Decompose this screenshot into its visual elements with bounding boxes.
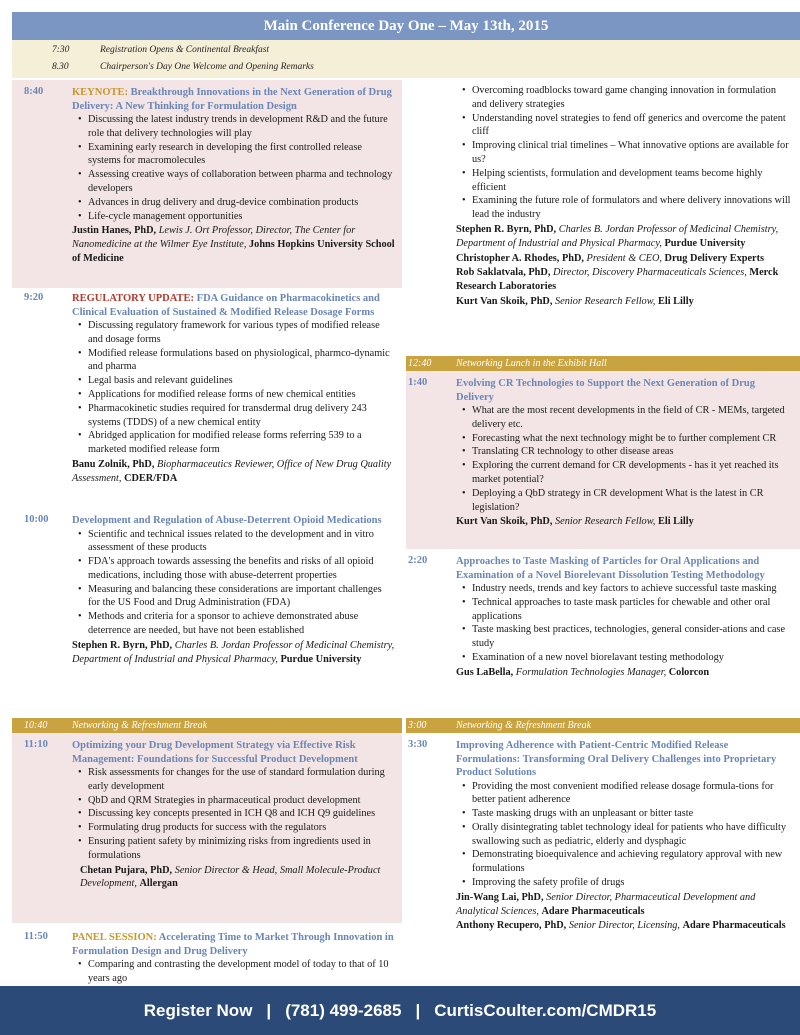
session-title: REGULATORY UPDATE: FDA Guidance on Pharmacokinetics and Clinical Evaluation of Sustained & Modified Release Dosage Forms [72,293,380,318]
register-footer [0,986,800,1035]
list-item: • Taste masking best practices, technologies, general consider-ations and case study [466,623,792,651]
break-banner [406,718,800,733]
session-time: 1:40 [408,377,428,388]
speaker: Stephen R. Byrn, PhD, Charles B. Jordan Professor of Medicinal Chemistry, Department of Industrial and Physical Pharmacy, Purdue University [72,639,395,665]
list-item: • Understanding novel strategies to fend off generics and overcome the patent cliff [466,112,792,140]
page-title: Main Conference Day One – May 13th, 2015 [12,12,800,40]
list-item: • Overcoming roadblocks toward game changing innovation in formulation and delivery strategies [466,84,792,112]
speaker: Justin Hanes, PhD, Lewis J. Ort Professor, Director, The Center for Nanomedicine at the Wilmer Eye Institute, Johns Hopkins University School of Medicine [72,225,395,264]
list-item: • Forecasting what the next technology might be to further complement CR [466,432,792,446]
list-item: • Examination of a new novel biorelavant testing methodology [466,651,792,665]
list-item: • What are the most recent developments in the field of CR - MEMs, targeted delivery etc. [466,404,792,432]
bullet-list [72,766,396,863]
session-panel [12,923,402,986]
session-time: 3:30 [408,739,428,750]
session-content [72,86,396,266]
opening-schedule [12,40,800,78]
session-content [456,739,792,933]
list-item: • Discussing key concepts presented in ICH Q8 and ICH Q9 guidelines [82,807,396,821]
list-item: • Discussing the latest industry trends in development R&D and the future role that delivery technologies will play [82,113,396,141]
list-item: • Improving clinical trial timelines – What innovative options are available for us? [466,139,792,167]
session-description: Chairperson's Day One Welcome and Opening Remarks [100,62,314,72]
session-keyword: REGULATORY UPDATE: [72,293,195,304]
list-item: • Life-cycle management opportunities [82,210,396,224]
list-item: • Helping scientists, formulation and development teams become highly efficient [466,167,792,195]
bullet-list [456,582,792,665]
break-description: Networking & Refreshment Break [456,720,592,731]
session-keyword: KEYNOTE: [72,87,129,98]
lunch-banner [406,356,800,371]
session-time: 2:20 [408,555,428,566]
session-risk-management [12,733,402,923]
session-panel-continued [406,80,800,350]
session-content [456,377,792,529]
list-item: • Modified release formulations based on physiological, pharmco-dynamic and pharma [82,347,396,375]
list-item: • Discussing regulatory framework for various types of modified release and dosage forms [82,319,396,347]
list-item: • Formulating drug products for success with the regulators [82,821,396,835]
session-content [72,292,396,486]
list-item: • Pharmacokinetic studies required for transdermal drug delivery 243 systems (TDDS) of a new chemical entity [82,402,396,430]
session-title: Approaches to Taste Masking of Particles for Oral Applications and Examination of a Novel Biorelevant Dissolution Testing Methodology [456,556,765,581]
session-abuse-deterrent [12,508,402,714]
speaker: Stephen R. Byrn, PhD, Charles B. Jordan Professor of Medicinal Chemistry, Department of Industrial and Physical Pharmacy, Purdue University [456,223,779,249]
session-taste-masking [406,549,800,715]
list-item: • Exploring the current demand for CR developments - has it yet reached its market potential? [466,459,792,487]
website-link[interactable]: CurtisCoulter.com/CMDR15 [434,1001,657,1020]
session-time: 11:10 [24,739,48,750]
bullet-list [72,958,396,986]
session-patient-adherence [406,733,800,973]
list-item: • Scientific and technical issues related to the development and in vitro assessment of these products [82,528,396,556]
session-time: 9:20 [24,292,44,303]
list-item: • Examining the future role of formulators and where delivery innovations will lead the industry [466,194,792,222]
speaker: Gus LaBella, Formulation Technologies Manager, Colorcon [456,666,710,678]
session-content [72,739,396,891]
break-banner [12,718,402,733]
speaker: Kurt Van Skoik, PhD, Senior Research Fellow, Eli Lilly [456,295,694,307]
list-item: • Methods and criteria for a sponsor to achieve demonstrated abuse deterrence are needed, but have not been established [82,610,396,638]
session-regulatory [12,288,402,508]
break-description: Networking & Refreshment Break [72,720,208,731]
speaker: Banu Zolnik, PhD, Biopharmaceutics Reviewer, Office of New Drug Quality Assessment, CDER/FDA [72,458,392,484]
list-item: • Providing the most convenient modified release dosage formula-tions for better patient adherence [466,780,792,808]
break-description: Networking Lunch in the Exhibit Hall [456,358,607,369]
session-title: Improving Adherence with Patient-Centric Modified Release Formulations: Transforming Oral Delivery Challenges into Proprietary Product Solutions [456,740,777,778]
session-cr-technologies [406,371,800,549]
list-item: • Taste masking drugs with an unpleasant or bitter taste [466,807,792,821]
bullet-list [72,113,396,223]
session-time: 7:30 [52,45,70,55]
session-title: PANEL SESSION: Accelerating Time to Market Through Innovation in Formulation Design and Drug Delivery [72,932,394,957]
speaker: Kurt Van Skoik, PhD, Senior Research Fellow, Eli Lilly [456,516,694,528]
list-item: • Advances in drug delivery and drug-device combination products [82,196,396,210]
list-item: • Applications for modified release forms of new chemical entities [82,388,396,402]
list-item: • Ensuring patient safety by minimizing risks from ingredients used in formulations [82,835,396,863]
break-time: 10:40 [24,720,48,731]
bullet-list [72,319,396,457]
list-item: • Deploying a QbD strategy in CR development What is the latest in CR legislation? [466,487,792,515]
phone-number[interactable]: (781) 499-2685 [285,1001,402,1020]
session-time: 8.30 [52,62,69,72]
session-content [456,555,792,680]
bullet-list [456,404,792,514]
separator: | [415,1001,421,1020]
session-content [72,931,396,986]
bullet-list [456,780,792,890]
list-item: • Industry needs, trends and key factors to achieve successful taste masking [466,582,792,596]
list-item: • Risk assessments for changes for the use of standard formulation during early development [82,766,396,794]
list-item: • Demonstrating bioequivalence and achieving regulatory approval with new formulations [466,848,792,876]
session-time: 8:40 [24,86,44,97]
list-item: • Assessing creative ways of collaboration between pharma and technology developers [82,168,396,196]
break-time: 3:00 [408,720,427,731]
session-title: KEYNOTE: Breakthrough Innovations in the Next Generation of Drug Delivery: A New Thinking for Formulation Design [72,87,392,112]
list-item: • Comparing and contrasting the development model of today to that of 10 years ago [82,958,396,986]
list-item: • Translating CR technology to other disease areas [466,445,792,459]
list-item: • Technical approaches to taste mask particles for chewable and other oral applications [466,596,792,624]
session-keyword: PANEL SESSION: [72,932,157,943]
session-content [72,514,396,666]
session-time: 11:50 [24,931,48,942]
speaker: Jin-Wang Lai, PhD, Senior Director, Pharmaceutical Development and Analytical Sciences, Adare Pharmaceuticals [456,891,756,917]
list-item: • QbD and QRM Strategies in pharmaceutical product development [82,794,396,808]
session-description: Registration Opens & Continental Breakfast [100,45,270,55]
list-item: • Abridged application for modified release forms referring 539 to a marketed modified release form [82,429,396,457]
session-title: Development and Regulation of Abuse-Deterrent Opioid Medications [72,515,382,526]
speaker: Anthony Recupero, PhD, Senior Director, Licensing, Adare Pharmaceuticals [456,920,786,932]
bullet-list [72,528,396,638]
list-item: • FDA's approach towards assessing the benefits and risks of all opioid medications, including those with abuse-deterrent properties [82,555,396,583]
list-item: • Orally disintegrating tablet technology ideal for patients who have difficulty swallowing such as pediatric, elderly and dysphagic [466,821,792,849]
speaker: Christopher A. Rhodes, PhD, President & CEO, Drug Delivery Experts [456,252,765,264]
session-title: Optimizing your Drug Development Strategy via Effective Risk Management: Foundations for Successful Product Development [72,740,358,765]
register-now-link[interactable]: Register Now [143,1001,253,1020]
list-item: • Legal basis and relevant guidelines [82,374,396,388]
bullet-list [456,84,792,222]
separator: | [266,1001,272,1020]
list-item: • Measuring and balancing these considerations are important challenges for the US Food and Drug Administration (FDA) [82,583,396,611]
speaker: Chetan Pujara, PhD, Senior Director & Head, Small Molecule-Product Development, Allergan [80,864,381,890]
session-keynote [12,80,402,288]
list-item: • Examining early research in developing the first controlled release systems for macromolecules [82,141,396,169]
speaker: Rob Saklatvala, PhD, Director, Discovery Pharmaceuticals Sciences, Merck Research Laboratories [456,267,779,293]
list-item: • Improving the safety profile of drugs [466,876,792,890]
session-content [456,84,792,309]
session-time: 10:00 [24,514,49,525]
session-title: Evolving CR Technologies to Support the Next Generation of Drug Delivery [456,378,755,403]
break-time: 12:40 [408,358,432,369]
